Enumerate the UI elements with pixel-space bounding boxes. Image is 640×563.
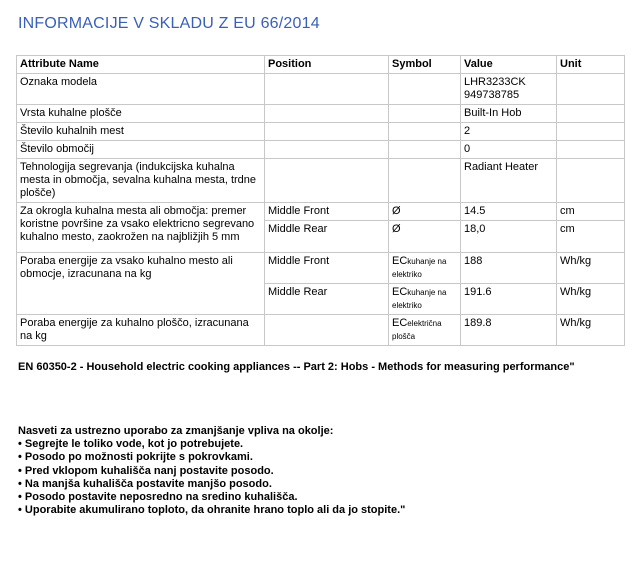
value-cell: 2 (461, 123, 557, 141)
value-cell: Radiant Heater (461, 159, 557, 203)
position-cell: Middle Rear (265, 221, 389, 253)
symbol-cell (389, 105, 461, 123)
attribute-name: Število območij (17, 141, 265, 159)
model-value-line1: LHR3233CK (464, 76, 526, 88)
symbol-cell (389, 253, 461, 284)
list-item: • Posodo postavite neposredno na sredino kuhališča. (18, 491, 298, 504)
symbol-cell: Ø (389, 203, 461, 221)
unit-cell (557, 74, 625, 105)
unit-cell: Wh/kg (557, 315, 625, 346)
attribute-name: Število kuhalnih mest (17, 123, 265, 141)
position-cell (265, 141, 389, 159)
unit-cell: cm (557, 221, 625, 253)
value-cell: 191.6 (461, 284, 557, 315)
position-cell (265, 123, 389, 141)
page-title: INFORMACIJE V SKLADU Z EU 66/2014 (18, 15, 320, 32)
unit-cell (557, 105, 625, 123)
position-cell (265, 105, 389, 123)
symbol-main: EC (392, 255, 408, 267)
table-row (17, 141, 625, 159)
attribute-name: Poraba energije za vsako kuhalno mesto ali obmocje, izracunana na kg (17, 253, 265, 315)
table-row (17, 159, 625, 203)
list-item: • Pred vklopom kuhališča nanj postavite posodo. (18, 464, 274, 477)
header-value: Value (461, 56, 557, 74)
table-row (17, 105, 625, 123)
unit-cell (557, 141, 625, 159)
value-cell: 18,0 (461, 221, 557, 253)
header-position: Position (265, 56, 389, 74)
value-cell: 0 (461, 141, 557, 159)
unit-cell: Wh/kg (557, 253, 625, 284)
symbol-cell (389, 141, 461, 159)
table-row (17, 123, 625, 141)
table-row (17, 74, 625, 105)
list-item: • Uporabite akumulirano toploto, da ohranite hrano toplo ali da jo stopite." (18, 504, 406, 517)
symbol-subscript: kuhanje na elektriko (392, 257, 447, 279)
unit-cell: cm (557, 203, 625, 221)
list-item: • Segrejte le toliko vode, kot jo potrebujete. (18, 438, 244, 451)
header-unit: Unit (557, 56, 625, 74)
symbol-cell (389, 159, 461, 203)
value-cell: 189.8 (461, 315, 557, 346)
position-cell (265, 74, 389, 105)
symbol-cell (389, 315, 461, 346)
attribute-name: Tehnologija segrevanja (indukcijska kuhalna mesta in območja, sevalna kuhalna mesta, trdne plošče) (17, 159, 265, 203)
value-cell: 188 (461, 253, 557, 284)
attribute-name: Poraba energije za kuhalno ploščo, izracunana na kg (17, 315, 265, 346)
value-cell: Built-In Hob (461, 105, 557, 123)
value-cell: 14.5 (461, 203, 557, 221)
table-header-row (17, 56, 625, 74)
table-row (17, 315, 625, 346)
attribute-name: Za okrogla kuhalna mesta ali območja: premer koristne površine za vsako elektricno segrevano kuhalno mesto, zaokrožen na najbližjih 5 mm (17, 203, 265, 253)
header-attribute-name: Attribute Name (17, 56, 265, 74)
table-row (17, 203, 625, 221)
advice-section (18, 425, 405, 517)
symbol-cell (389, 123, 461, 141)
position-cell: Middle Front (265, 203, 389, 221)
symbol-cell (389, 284, 461, 315)
symbol-cell (389, 74, 461, 105)
position-cell: Middle Rear (265, 284, 389, 315)
unit-cell: Wh/kg (557, 284, 625, 315)
table-row (17, 253, 625, 284)
symbol-subscript: električna plošča (392, 319, 442, 341)
standard-reference: EN 60350-2 - Household electric cooking appliances -- Part 2: Hobs - Methods for measuring performance" (18, 361, 575, 373)
attribute-name: Vrsta kuhalne plošče (17, 105, 265, 123)
unit-cell (557, 123, 625, 141)
position-cell: Middle Front (265, 253, 389, 284)
header-symbol: Symbol (389, 56, 461, 74)
list-item: • Posodo po možnosti pokrijte s pokrovkami. (18, 451, 253, 464)
symbol-cell: Ø (389, 221, 461, 253)
symbol-main: EC (392, 286, 408, 298)
unit-cell (557, 159, 625, 203)
position-cell (265, 159, 389, 203)
attribute-name: Oznaka modela (17, 74, 265, 105)
advice-heading: Nasveti za ustrezno uporabo za zmanjšanje vpliva na okolje: (18, 425, 334, 437)
symbol-subscript: kuhanje na elektriko (392, 288, 447, 310)
list-item: • Na manjša kuhališča postavite manjšo posodo. (18, 477, 272, 490)
position-cell (265, 315, 389, 346)
symbol-main: EC (392, 317, 408, 329)
value-cell (461, 74, 557, 105)
spec-table (16, 55, 625, 346)
model-value-line2: 949738785 (464, 89, 520, 101)
